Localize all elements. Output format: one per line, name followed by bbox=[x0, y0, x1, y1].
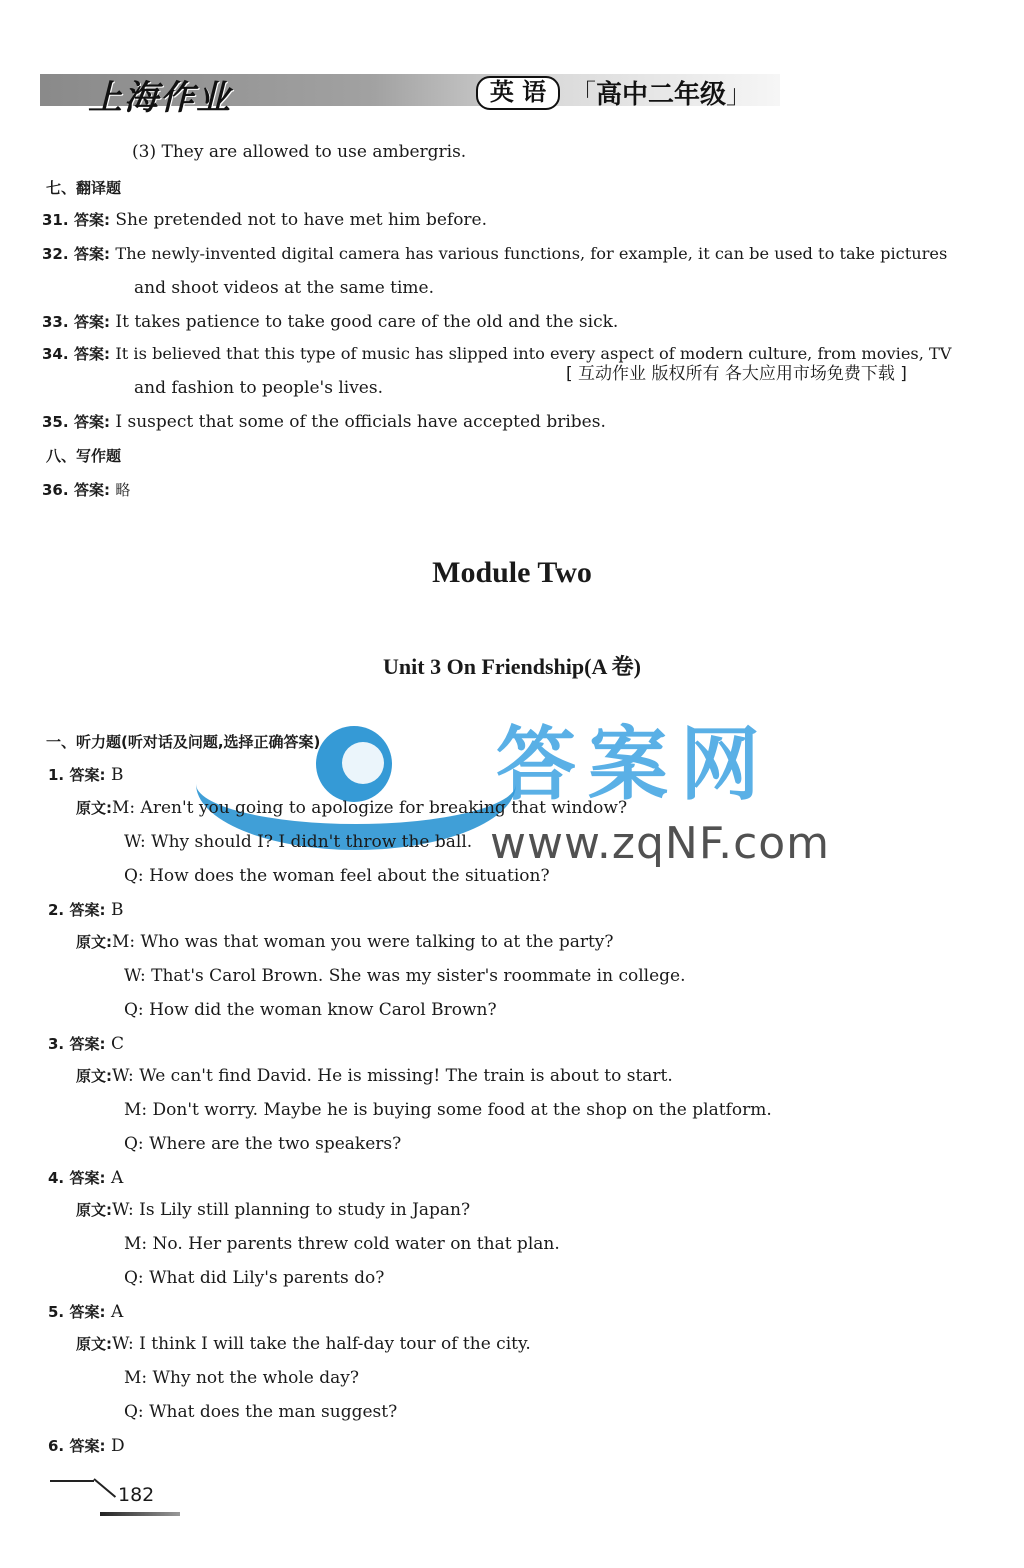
answer-number: 34. bbox=[42, 345, 69, 363]
script-line bbox=[76, 1332, 531, 1356]
footer-slash bbox=[93, 1478, 116, 1498]
script-line: W: That's Carol Brown. She was my sister's roommate in college. bbox=[124, 966, 686, 986]
answer-choice: A bbox=[110, 1168, 124, 1188]
answer-number: 4. bbox=[48, 1169, 65, 1187]
watermark-cn-text: 答案网 bbox=[496, 718, 772, 811]
answer-text: The newly-invented digital camera has various functions, for example, it can be used to take pictures bbox=[115, 244, 948, 263]
answer-label: 答案: bbox=[73, 245, 110, 263]
answer-choice: D bbox=[110, 1436, 125, 1456]
answer-label: 答案: bbox=[69, 1169, 106, 1187]
answer-text: 略 bbox=[115, 481, 131, 499]
answer-text: She pretended not to have met him before. bbox=[115, 210, 488, 230]
footer-rule bbox=[50, 1480, 94, 1482]
script-text: W: Is Lily still planning to study in Japan? bbox=[112, 1200, 471, 1220]
listening-answer-3 bbox=[48, 1032, 124, 1056]
script-line: Q: Where are the two speakers? bbox=[124, 1134, 402, 1154]
listening-answer-6 bbox=[48, 1434, 125, 1458]
answer-choice: B bbox=[110, 765, 124, 785]
listening-answer-1 bbox=[48, 763, 123, 787]
watermark-url: www.zqNF.com bbox=[490, 818, 831, 869]
answer-label: 答案: bbox=[73, 211, 110, 229]
unit-title: Unit 3 On Friendship(A 卷) bbox=[383, 654, 641, 679]
grade-bracket-close: 」 bbox=[726, 80, 753, 110]
answer-label: 答案: bbox=[69, 766, 106, 784]
script-line: Q: What does the man suggest? bbox=[124, 1402, 398, 1422]
answer-label: 答案: bbox=[73, 313, 110, 331]
answer-label: 答案: bbox=[73, 481, 110, 499]
page-number: 182 bbox=[118, 1484, 155, 1506]
section-heading-translation: 七、翻译题 bbox=[46, 179, 122, 197]
header-brand: 上海作业 bbox=[88, 78, 232, 118]
answer-text: It is believed that this type of music has slipped into every aspect of modern culture, from movies, TV bbox=[115, 344, 952, 363]
grade-bracket-open: 「 bbox=[570, 80, 597, 110]
script-label: 原文: bbox=[76, 1335, 112, 1353]
answer-number: 2. bbox=[48, 901, 65, 919]
answer-label: 答案: bbox=[69, 1035, 106, 1053]
script-line: M: No. Her parents threw cold water on that plan. bbox=[124, 1234, 560, 1254]
answer-label: 答案: bbox=[69, 1303, 106, 1321]
script-line: M: Why not the whole day? bbox=[124, 1368, 360, 1388]
answer-number: 33. bbox=[42, 313, 69, 331]
module-title: Module Two bbox=[432, 556, 592, 589]
answer-label: 答案: bbox=[69, 1437, 106, 1455]
answer-choice: C bbox=[110, 1034, 124, 1054]
answer-row-32 bbox=[42, 242, 947, 266]
script-label: 原文: bbox=[76, 933, 112, 951]
listening-answer-4 bbox=[48, 1166, 123, 1190]
footer-underline bbox=[100, 1512, 180, 1516]
script-line bbox=[76, 1064, 673, 1088]
script-line bbox=[76, 930, 614, 954]
prev-item-3: (3) They are allowed to use ambergris. bbox=[132, 142, 467, 162]
answer-number: 35. bbox=[42, 413, 69, 431]
header-subject-badge: 英 语 bbox=[476, 76, 560, 110]
answer-text: I suspect that some of the officials have accepted bribes. bbox=[115, 412, 606, 432]
answer-row-36 bbox=[42, 478, 130, 502]
answer-choice: A bbox=[110, 1302, 124, 1322]
header-grade bbox=[570, 74, 752, 111]
answer-choice: B bbox=[110, 900, 124, 920]
grade-label: 高中二年级 bbox=[596, 80, 727, 110]
script-line bbox=[76, 796, 627, 820]
answer-label: 答案: bbox=[73, 345, 110, 363]
page-footer bbox=[50, 1474, 180, 1524]
watermark-eye-pupil bbox=[342, 742, 384, 784]
answer-number: 5. bbox=[48, 1303, 65, 1321]
answer-number: 1. bbox=[48, 766, 65, 784]
script-line: Q: How did the woman know Carol Brown? bbox=[124, 1000, 497, 1020]
script-text: W: I think I will take the half-day tour of the city. bbox=[112, 1334, 531, 1354]
script-line bbox=[76, 1198, 470, 1222]
answer-row-31 bbox=[42, 208, 487, 232]
answer-number: 3. bbox=[48, 1035, 65, 1053]
script-text: M: Aren't you going to apologize for breaking that window? bbox=[112, 798, 628, 818]
script-text: W: We can't find David. He is missing! The train is about to start. bbox=[112, 1066, 673, 1086]
answer-row-34-cont: and fashion to people's lives. bbox=[134, 378, 383, 398]
answer-row-35 bbox=[42, 410, 606, 434]
listening-answer-2 bbox=[48, 898, 123, 922]
script-text: M: Who was that woman you were talking to at the party? bbox=[112, 932, 614, 952]
script-label: 原文: bbox=[76, 799, 112, 817]
answer-number: 36. bbox=[42, 481, 69, 499]
listening-answer-5 bbox=[48, 1300, 123, 1324]
script-label: 原文: bbox=[76, 1201, 112, 1219]
answer-text: It takes patience to take good care of the old and the sick. bbox=[115, 312, 619, 332]
script-label: 原文: bbox=[76, 1067, 112, 1085]
answer-number: 6. bbox=[48, 1437, 65, 1455]
answer-row-32-cont: and shoot videos at the same time. bbox=[134, 278, 435, 298]
copyright-notice: [ 互动作业 版权所有 各大应用市场免费下载 ] bbox=[566, 364, 907, 384]
page-header bbox=[40, 66, 780, 118]
script-line: M: Don't worry. Maybe he is buying some food at the shop on the platform. bbox=[124, 1100, 772, 1120]
script-line: Q: What did Lily's parents do? bbox=[124, 1268, 385, 1288]
section-heading-listening: 一、听力题(听对话及问题,选择正确答案) bbox=[46, 733, 321, 751]
answer-label: 答案: bbox=[73, 413, 110, 431]
answer-number: 32. bbox=[42, 245, 69, 263]
answer-label: 答案: bbox=[69, 901, 106, 919]
answer-row-33 bbox=[42, 310, 618, 334]
script-line: Q: How does the woman feel about the situation? bbox=[124, 866, 550, 886]
section-heading-writing: 八、写作题 bbox=[46, 447, 122, 465]
answer-number: 31. bbox=[42, 211, 69, 229]
script-line: W: Why should I? I didn't throw the ball. bbox=[124, 832, 473, 852]
